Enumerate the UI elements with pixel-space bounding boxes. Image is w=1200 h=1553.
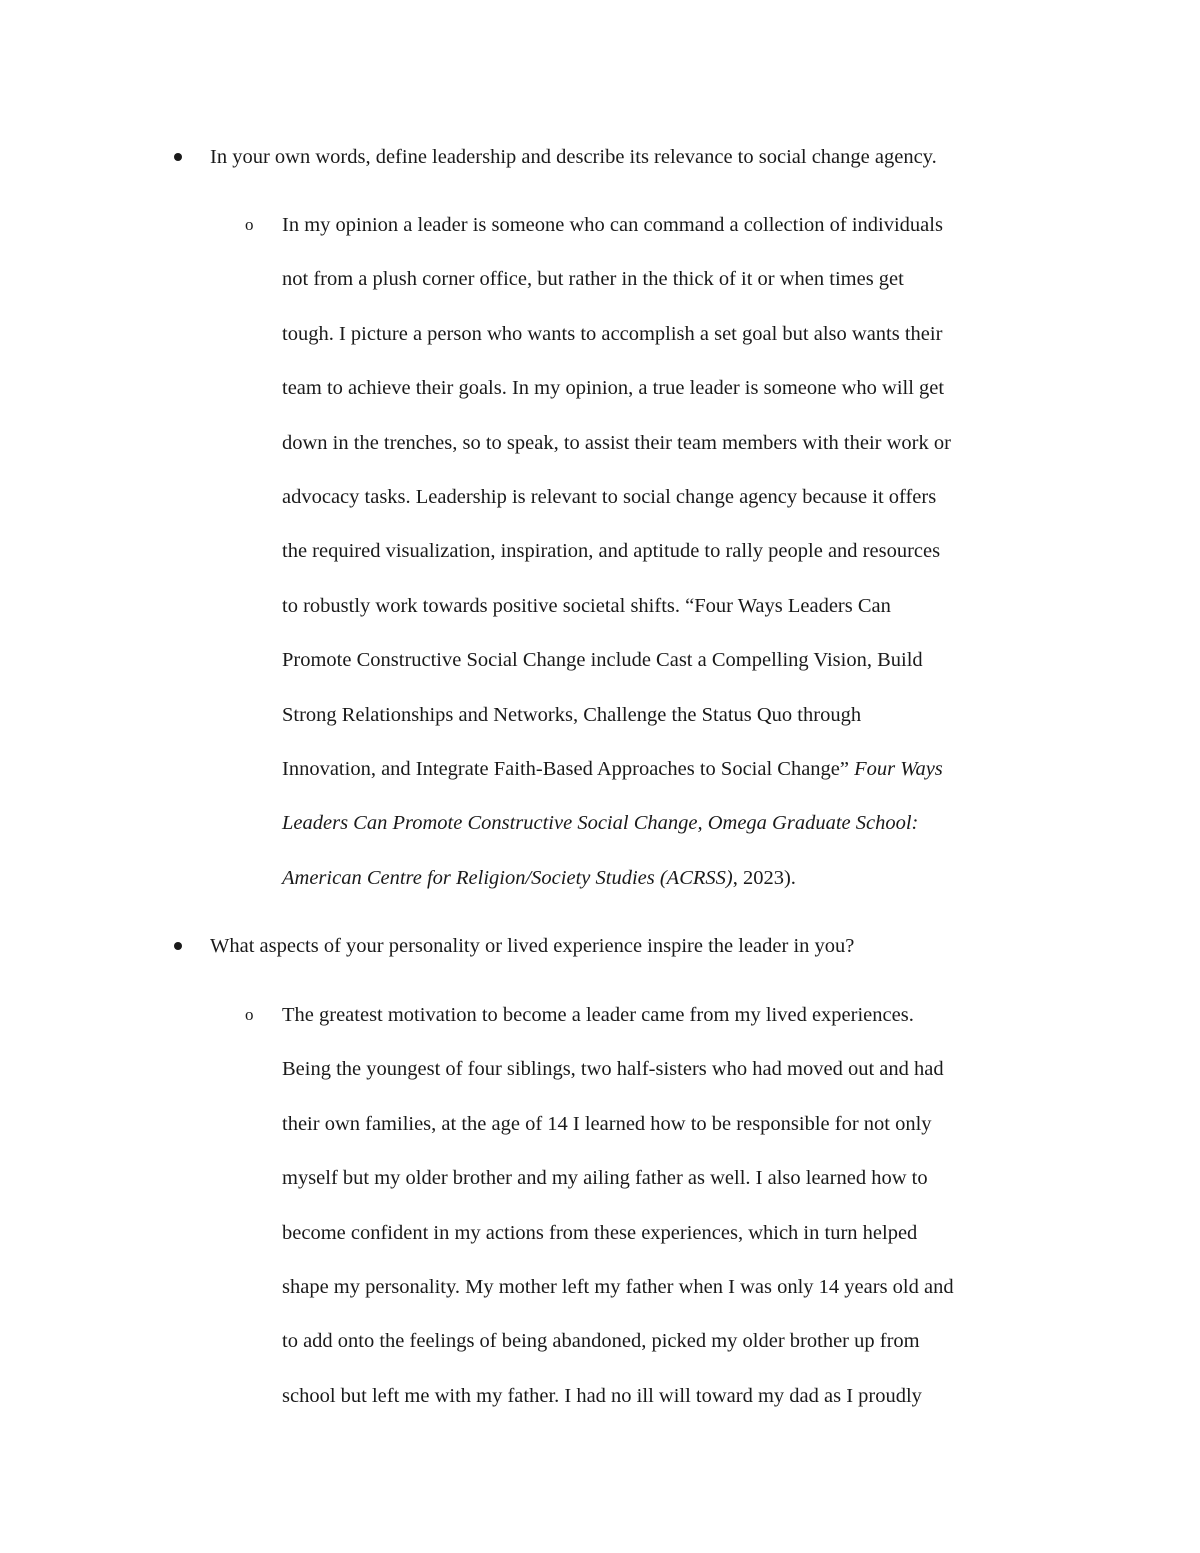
answer-line: team to achieve their goals. In my opinion, a true leader is someone who will get [282, 377, 945, 400]
answer-line: the required visualization, inspiration, and aptitude to rally people and resources [282, 540, 941, 563]
sub-bullet-icon: o [245, 215, 254, 234]
answer-line: myself but my older brother and my ailing father as well. I also learned how to [282, 1167, 928, 1190]
answer-2-text [282, 988, 1072, 1423]
bullet-icon [174, 942, 182, 950]
answer-line: to robustly work towards positive societal shifts. “Four Ways Leaders Can [282, 594, 891, 617]
answer-line: shape my personality. My mother left my father when I was only 14 years old and [282, 1275, 954, 1298]
citation-title: American Centre for Religion/Society Studies (ACRSS) [282, 866, 733, 889]
answer-line: school but left me with my father. I had no ill will toward my dad as I proudly [282, 1384, 922, 1407]
answer-line: tough. I picture a person who wants to accomplish a set goal but also wants their [282, 322, 943, 345]
answer-line: advocacy tasks. Leadership is relevant to social change agency because it offers [282, 485, 937, 508]
answer-line: down in the trenches, so to speak, to assist their team members with their work or [282, 431, 951, 454]
answer-line: Being the youngest of four siblings, two half-sisters who had moved out and had [282, 1058, 944, 1081]
citation-title: Four Ways [854, 757, 943, 780]
sub-bullet-icon: o [245, 1005, 254, 1024]
bullet-icon [174, 153, 182, 161]
answer-line: Strong Relationships and Networks, Challenge the Status Quo through [282, 703, 862, 726]
answer-line: not from a plush corner office, but rather in the thick of it or when times get [282, 268, 904, 291]
answer-line: Promote Constructive Social Change include Cast a Compelling Vision, Build [282, 649, 923, 672]
answer-text: Innovation, and Integrate Faith-Based Approaches to Social Change” [282, 757, 855, 780]
answer-line: become confident in my actions from these experiences, which in turn helped [282, 1221, 918, 1244]
question-2-text: What aspects of your personality or lived experience inspire the leader in you? [210, 935, 855, 957]
answer-1-text [282, 198, 1072, 905]
question-1-text: In your own words, define leadership and describe its relevance to social change agency. [210, 146, 937, 168]
answer-line: to add onto the feelings of being abandoned, picked my older brother up from [282, 1330, 920, 1353]
answer-line [282, 851, 1072, 905]
answer-line: The greatest motivation to become a leader came from my lived experiences. [282, 1004, 914, 1026]
answer-line: their own families, at the age of 14 I learned how to be responsible for not only [282, 1112, 932, 1135]
citation-title: Leaders Can Promote Constructive Social Change, Omega Graduate School: [282, 812, 919, 835]
answer-line [282, 742, 1072, 796]
citation-year: , 2023). [732, 866, 796, 889]
answer-line: In my opinion a leader is someone who can command a collection of individuals [282, 214, 943, 236]
